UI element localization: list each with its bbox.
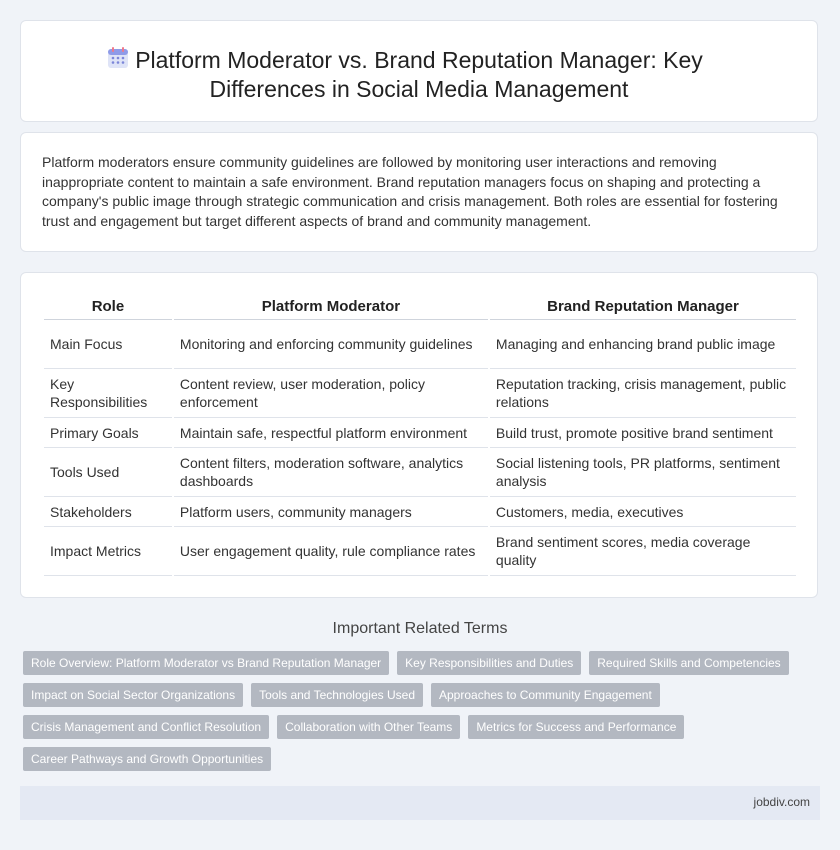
brand-manager-cell: Managing and enhancing brand public image	[490, 320, 796, 369]
moderator-cell: Content filters, moderation software, analytics dashboards	[174, 448, 488, 497]
table-row	[44, 320, 796, 369]
page-title: Platform Moderator vs. Brand Reputation Manager: Key Differences in Social Media Management	[135, 47, 703, 102]
table-header-row	[44, 295, 796, 320]
row-label: Impact Metrics	[44, 527, 172, 576]
row-label: Tools Used	[44, 448, 172, 497]
column-header-role: Role	[44, 295, 172, 320]
column-header-brand-reputation-manager: Brand Reputation Manager	[490, 295, 796, 320]
moderator-cell: Content review, user moderation, policy enforcement	[174, 369, 488, 418]
brand-manager-cell: Social listening tools, PR platforms, sentiment analysis	[490, 448, 796, 497]
related-term-tag[interactable]: Approaches to Community Engagement	[431, 683, 660, 707]
related-term-tag[interactable]: Career Pathways and Growth Opportunities	[23, 747, 271, 771]
table-row	[44, 369, 796, 418]
comparison-card	[20, 272, 818, 598]
brand-manager-cell: Build trust, promote positive brand sentiment	[490, 418, 796, 448]
intro-paragraph: Platform moderators ensure community guidelines are followed by monitoring user interactions and removing inappropriate content to maintain a safe environment. Brand reputation managers focus on shaping and protecting a company's public image through strategic communication and crisis management. Both roles are essential for fostering trust and engagement but target different aspects of brand and community management.	[42, 154, 778, 229]
moderator-cell: User engagement quality, rule compliance rates	[174, 527, 488, 576]
table-row	[44, 497, 796, 527]
related-term-tag[interactable]: Collaboration with Other Teams	[277, 715, 460, 739]
moderator-cell: Platform users, community managers	[174, 497, 488, 527]
related-term-tag[interactable]: Crisis Management and Conflict Resolution	[23, 715, 269, 739]
table-row	[44, 448, 796, 497]
table-row	[44, 527, 796, 576]
moderator-cell: Maintain safe, respectful platform environment	[174, 418, 488, 448]
related-term-tag[interactable]: Required Skills and Competencies	[589, 651, 788, 675]
brand-manager-cell: Reputation tracking, crisis management, public relations	[490, 369, 796, 418]
column-header-platform-moderator: Platform Moderator	[174, 295, 488, 320]
related-term-tag[interactable]: Role Overview: Platform Moderator vs Brand Reputation Manager	[23, 651, 389, 675]
table-row	[44, 418, 796, 448]
related-terms-list	[23, 651, 793, 771]
footer-site-link[interactable]: jobdiv.com	[753, 795, 810, 809]
intro-card	[20, 132, 818, 252]
row-label: Key Responsibilities	[44, 369, 172, 418]
brand-manager-cell: Customers, media, executives	[490, 497, 796, 527]
row-label: Main Focus	[44, 320, 172, 369]
related-term-tag[interactable]: Metrics for Success and Performance	[468, 715, 684, 739]
related-term-tag[interactable]: Impact on Social Sector Organizations	[23, 683, 243, 707]
row-label: Primary Goals	[44, 418, 172, 448]
related-term-tag[interactable]: Tools and Technologies Used	[251, 683, 423, 707]
title-card	[20, 20, 818, 122]
row-label: Stakeholders	[44, 497, 172, 527]
brand-manager-cell: Brand sentiment scores, media coverage quality	[490, 527, 796, 576]
related-terms-heading: Important Related Terms	[332, 620, 508, 637]
related-term-tag[interactable]: Key Responsibilities and Duties	[397, 651, 581, 675]
footer	[20, 786, 820, 820]
moderator-cell: Monitoring and enforcing community guidelines	[174, 320, 488, 369]
comparison-table	[42, 295, 798, 576]
